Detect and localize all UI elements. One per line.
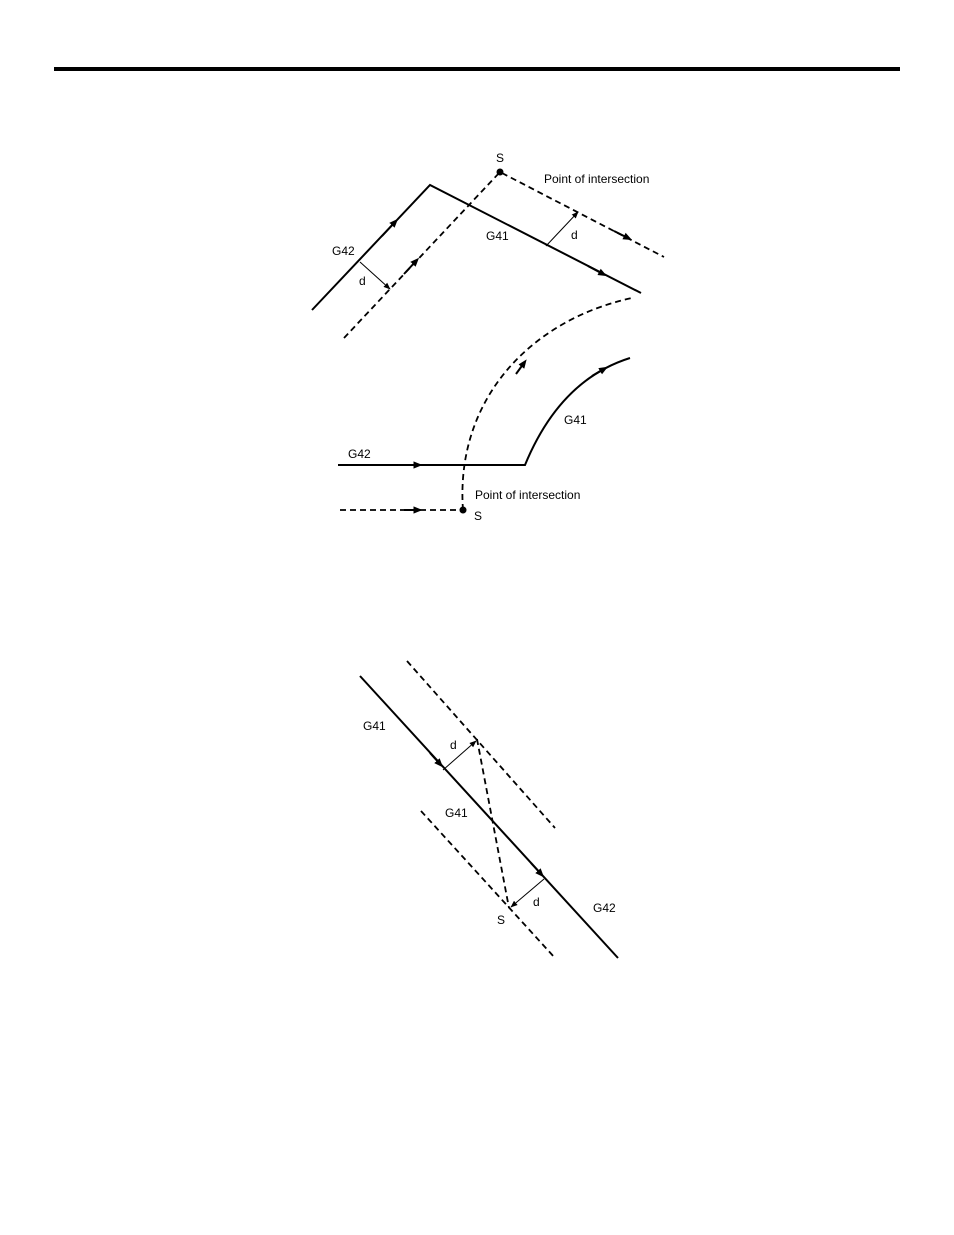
programmed-path-solid xyxy=(360,676,618,958)
offset-path-right-dashed xyxy=(421,811,555,958)
programmed-path-solid xyxy=(312,185,641,310)
label-d: d xyxy=(359,274,366,288)
label-d: d xyxy=(571,228,578,242)
label-g41: G41 xyxy=(486,229,509,243)
direction-arrow xyxy=(516,363,524,374)
label-g42: G42 xyxy=(348,447,371,461)
intersection-point xyxy=(460,507,467,514)
offset-path-left-dashed xyxy=(407,661,555,828)
label-point-of-intersection: Point of intersection xyxy=(544,172,650,186)
direction-arrow xyxy=(614,231,628,238)
direction-arrow xyxy=(404,261,416,274)
figure-side-switch xyxy=(360,661,618,958)
label-g41: G41 xyxy=(564,413,587,427)
direction-arrow xyxy=(531,863,541,874)
label-g41: G41 xyxy=(445,806,468,820)
label-g42: G42 xyxy=(332,244,355,258)
label-g41: G41 xyxy=(363,719,386,733)
direction-arrow xyxy=(430,753,440,764)
offset-arrow xyxy=(443,741,476,770)
tool-center-arc-dashed xyxy=(462,298,632,510)
label-d: d xyxy=(533,895,540,909)
direction-arrow xyxy=(382,222,395,236)
direction-arrow xyxy=(588,266,603,274)
label-s: S xyxy=(496,151,505,165)
label-s: S xyxy=(474,509,483,523)
label-point-of-intersection: Point of intersection xyxy=(475,488,581,502)
programmed-path-solid xyxy=(338,358,630,465)
direction-arrow xyxy=(592,369,604,376)
intersection-point xyxy=(497,169,504,176)
label-d: d xyxy=(450,738,457,752)
label-s: S xyxy=(497,913,506,927)
figure-line-to-line xyxy=(312,151,664,338)
tool-center-path-dashed xyxy=(344,172,664,338)
label-g42: G42 xyxy=(593,901,616,915)
figure-line-to-arc xyxy=(338,298,632,523)
transition-path-dashed xyxy=(477,739,509,908)
